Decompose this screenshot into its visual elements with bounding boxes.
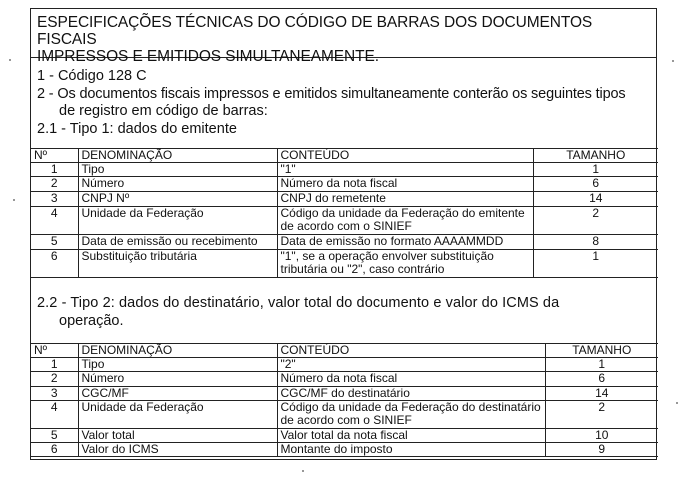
scan-speck [13,199,15,201]
cell-conteudo-line-2: de acordo com o SINIEF [280,219,412,233]
cell-conteudo: "1" [277,163,533,177]
col-header-tamanho: TAMANHO [533,149,658,163]
cell-tamanho: 6 [533,177,658,192]
table-header-row [31,344,658,358]
cell-conteudo: Número da nota fiscal [277,372,545,387]
cell-n: 2 [31,372,78,387]
cell-denominacao: Número [78,177,277,192]
cell-n: 3 [31,387,78,401]
cell-tamanho: 2 [533,207,658,235]
cell-denominacao: Unidade da Federação [78,401,277,429]
col-header-conteudo: CONTEÚDO [277,344,545,358]
cell-denominacao: CNPJ Nº [78,192,277,207]
cell-n: 6 [31,250,78,278]
title-line-2: IMPRESSOS E EMITIDOS SIMULTANEAMENTE. [37,48,379,65]
table-header-row [31,149,658,163]
table-row [31,429,658,443]
section-2-2-line-1: 2.2 - Tipo 2: dados do destinatário, valor total do documento e valor do ICMS da [37,295,560,311]
cell-tamanho: 9 [545,443,658,457]
col-header-tamanho: TAMANHO [545,344,658,358]
item-2-line-1: 2 - Os documentos fiscais impressos e emitidos simultaneamente conterão os seguintes tipos [37,86,626,102]
cell-n: 4 [31,207,78,235]
cell-conteudo: Data de emissão no formato AAAAMMDD [277,235,533,250]
col-header-conteudo: CONTEÚDO [277,149,533,163]
cell-conteudo: Número da nota fiscal [277,177,533,192]
cell-conteudo [277,250,533,278]
table-row [31,443,658,457]
cell-conteudo-line-1: Código da unidade da Federação do emitente [280,206,525,220]
section-2-2-line-2: operação. [59,313,124,329]
table-row [31,192,658,207]
table-row [31,372,658,387]
cell-conteudo-line-1: "1", se a operação envolver substituição [280,249,494,263]
cell-denominacao: Substituição tributária [78,250,277,278]
cell-tamanho: 14 [545,387,658,401]
col-header-n: Nº [31,149,78,163]
cell-conteudo: CGC/MF do destinatário [277,387,545,401]
cell-conteudo: "2" [277,358,545,372]
cell-denominacao: Tipo [78,358,277,372]
cell-tamanho: 6 [545,372,658,387]
cell-denominacao: CGC/MF [78,387,277,401]
cell-n: 1 [31,163,78,177]
item-2-line-2: de registro em código de barras: [59,103,268,119]
table-row [31,207,658,235]
cell-denominacao: Unidade da Federação [78,207,277,235]
table-row [31,387,658,401]
cell-n: 5 [31,429,78,443]
cell-n: 2 [31,177,78,192]
scan-speck [676,402,678,404]
table-tipo-2 [31,343,658,457]
table-row [31,250,658,278]
cell-tamanho: 1 [545,358,658,372]
cell-denominacao: Data de emissão ou recebimento [78,235,277,250]
cell-denominacao: Valor do ICMS [78,443,277,457]
cell-conteudo: Valor total da nota fiscal [277,429,545,443]
col-header-denominacao: DENOMINAÇÃO [78,344,277,358]
scan-speck [302,470,304,472]
cell-denominacao: Tipo [78,163,277,177]
table-row [31,235,658,250]
cell-conteudo-line-2: tributária ou "2", caso contrário [280,262,445,276]
title-line-1: ESPECIFICAÇÕES TÉCNICAS DO CÓDIGO DE BARRAS DOS DOCUMENTOS FISCAIS [37,14,593,48]
item-2-1-heading: 2.1 - Tipo 1: dados do emitente [37,121,237,137]
cell-denominacao: Número [78,372,277,387]
cell-tamanho: 1 [533,250,658,278]
cell-tamanho: 10 [545,429,658,443]
cell-tamanho: 1 [533,163,658,177]
table-row [31,358,658,372]
col-header-denominacao: DENOMINAÇÃO [78,149,277,163]
table-tipo-1 [31,148,658,278]
cell-conteudo-line-1: Código da unidade da Federação do destinatário [280,400,541,414]
cell-tamanho: 14 [533,192,658,207]
cell-n: 3 [31,192,78,207]
scan-speck [9,59,11,61]
cell-conteudo [277,401,545,429]
document-title [31,9,656,65]
cell-denominacao: Valor total [78,429,277,443]
cell-conteudo-line-2: de acordo com o SINIEF [280,413,412,427]
table-row [31,163,658,177]
cell-conteudo: Montante do imposto [277,443,545,457]
cell-n: 6 [31,443,78,457]
table-row [31,401,658,429]
item-1: 1 - Código 128 C [37,68,147,84]
cell-conteudo [277,207,533,235]
cell-n: 5 [31,235,78,250]
cell-n: 4 [31,401,78,429]
cell-tamanho: 2 [545,401,658,429]
col-header-n: Nº [31,344,78,358]
document-frame [30,8,657,460]
cell-conteudo: CNPJ do remetente [277,192,533,207]
table-row [31,177,658,192]
cell-n: 1 [31,358,78,372]
cell-tamanho: 8 [533,235,658,250]
scan-speck [672,60,674,62]
